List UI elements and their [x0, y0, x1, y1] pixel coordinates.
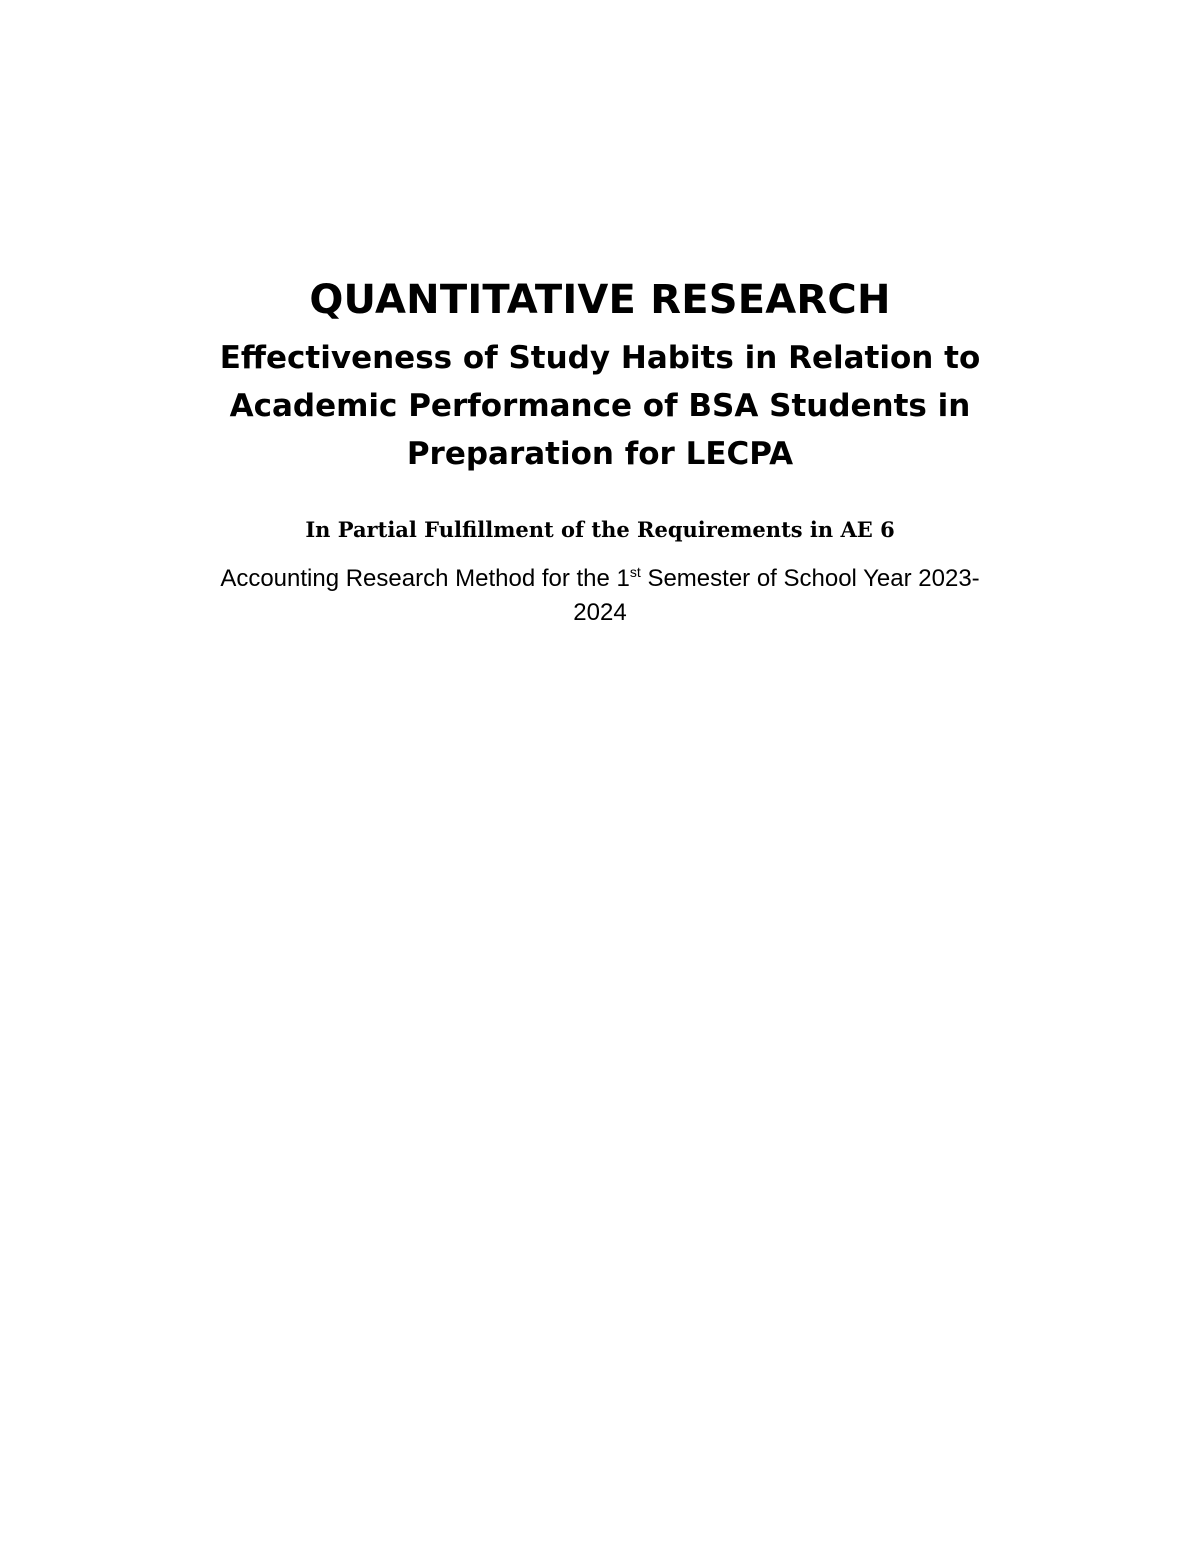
research-topic-line-2: Academic Performance of BSA Students in — [229, 388, 971, 424]
course-description-line-2: 2024 — [573, 599, 627, 626]
course-text-before-ordinal: Accounting Research Method for the 1 — [220, 565, 630, 592]
ordinal-suffix: st — [629, 564, 641, 580]
research-topic — [150, 334, 1050, 478]
course-description-line-1 — [150, 562, 1050, 596]
research-topic-line-3: Preparation for LECPA — [406, 436, 794, 472]
fulfillment-statement: In Partial Fulfillment of the Requirements in AE 6 — [305, 517, 895, 542]
research-topic-line-1: Effectiveness of Study Habits in Relation to — [219, 340, 981, 376]
document-title: QUANTITATIVE RESEARCH — [309, 277, 891, 323]
course-description — [150, 562, 1050, 630]
course-text-after-ordinal: Semester of School Year 2023- — [640, 565, 980, 592]
